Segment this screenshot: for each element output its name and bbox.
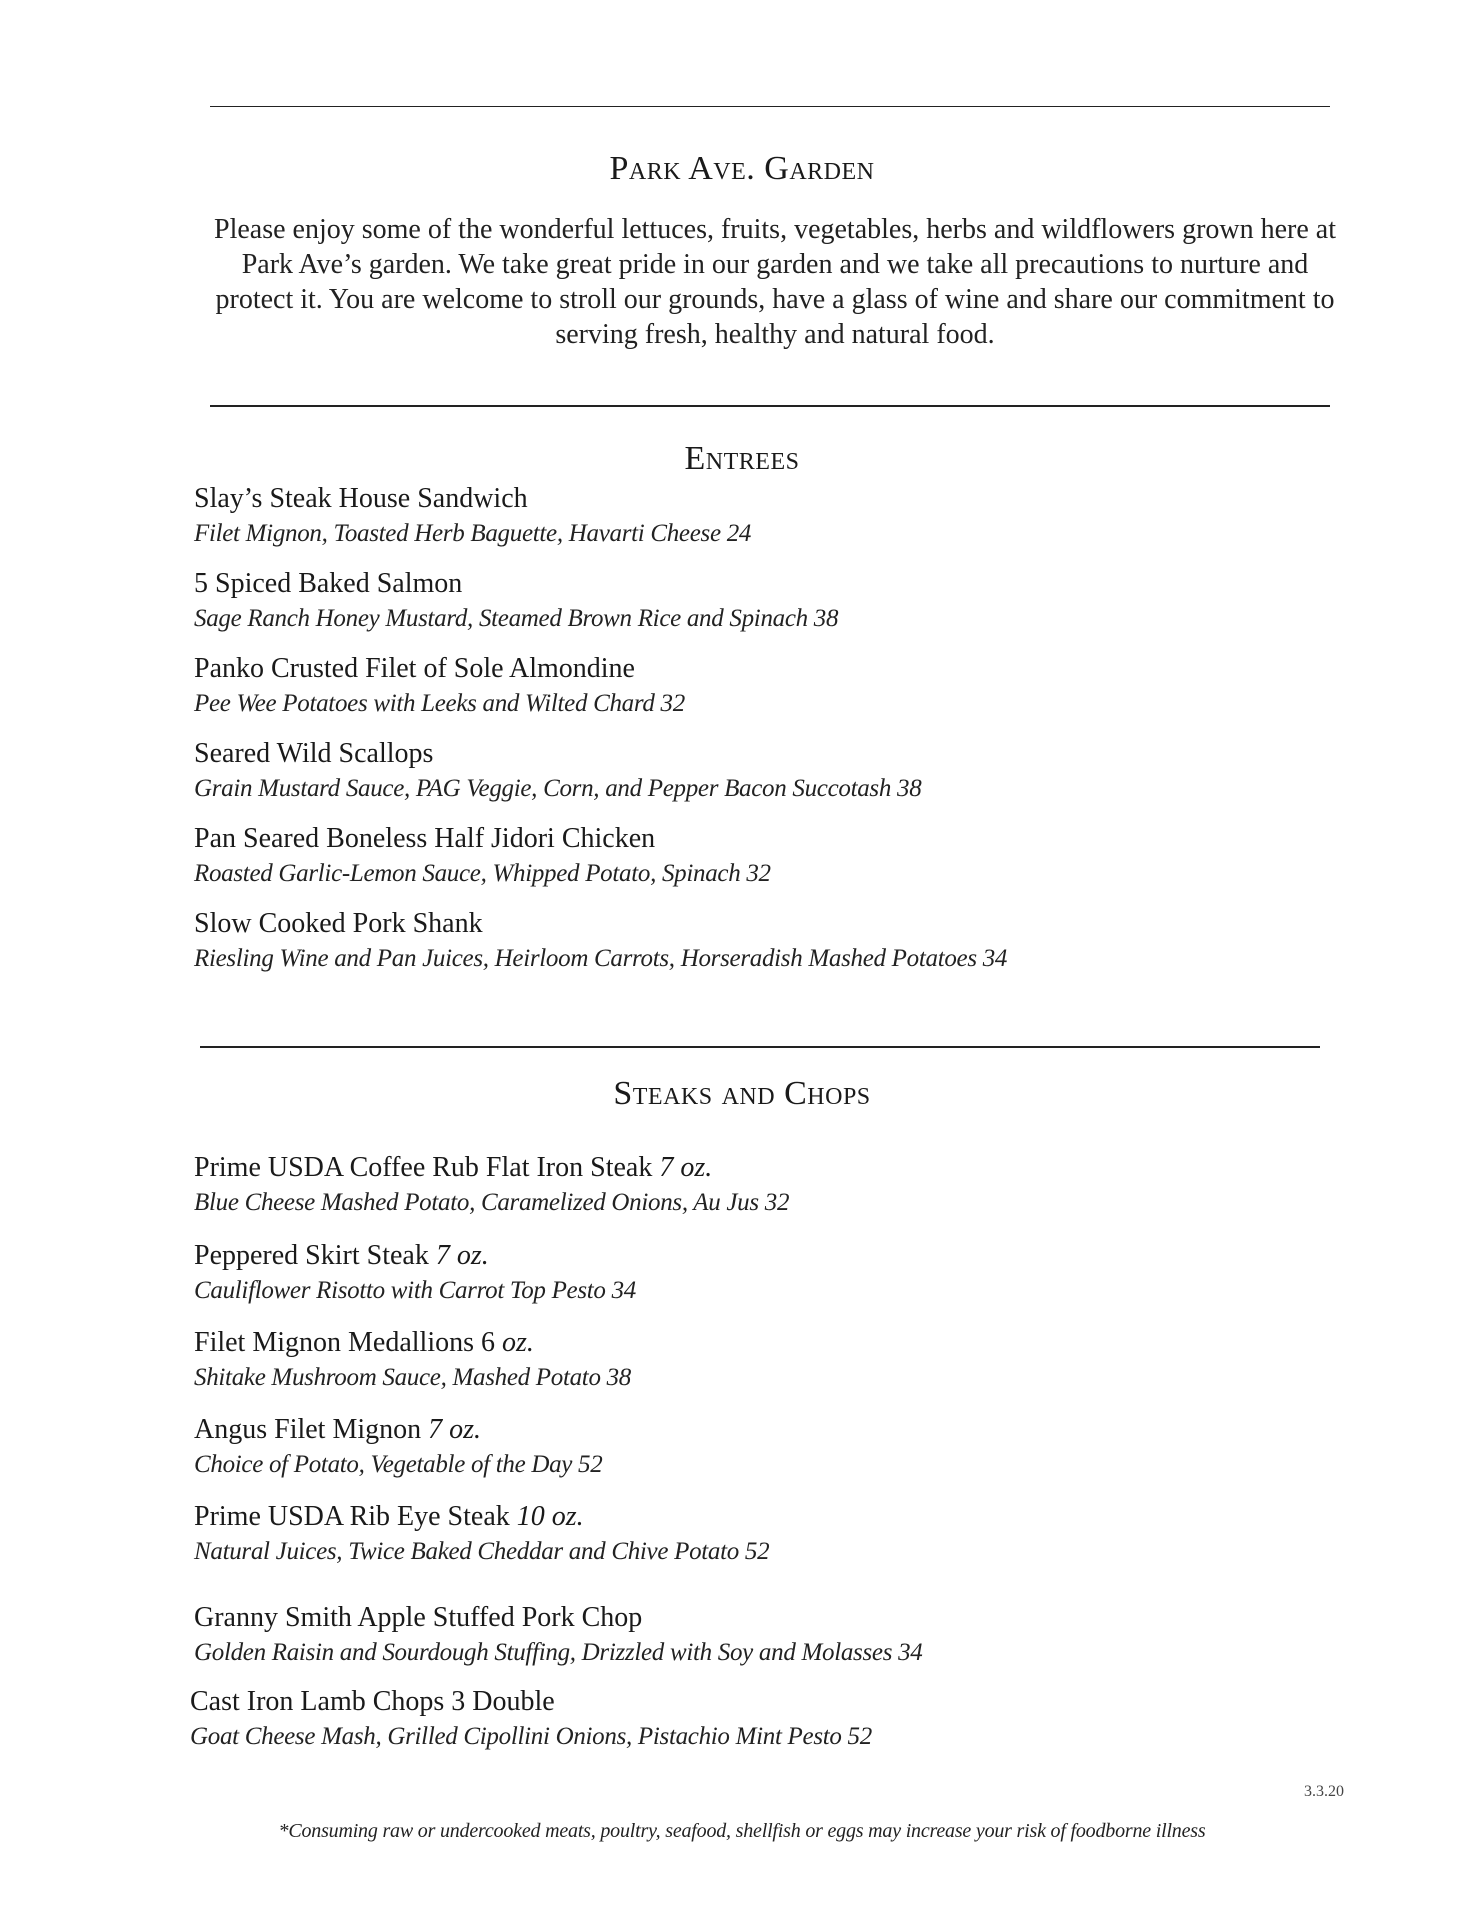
item-name: Pan Seared Boneless Half Jidori Chicken: [194, 823, 656, 854]
item-name: Slay’s Steak House Sandwich: [194, 483, 528, 514]
entrees-heading: Entrees: [684, 440, 800, 477]
list-item: [190, 1684, 1290, 1754]
item-description: Grain Mustard Sauce, PAG Veggie, Corn, and Pepper Bacon Succotash 38: [194, 775, 922, 802]
list-item: [194, 1325, 1294, 1395]
item-description: Cauliflower Risotto with Carrot Top Pesto 34: [194, 1277, 636, 1304]
item-description: Shitake Mushroom Sauce, Mashed Potato 38: [194, 1364, 631, 1391]
item-name-text: Granny Smith Apple Stuffed Pork Chop: [194, 1602, 643, 1633]
item-name: [194, 1412, 1294, 1448]
item-name: Panko Crusted Filet of Sole Almondine: [194, 653, 635, 684]
item-name: [194, 1499, 1294, 1535]
item-size: oz.: [502, 1327, 534, 1358]
item-description: Roasted Garlic-Lemon Sauce, Whipped Potato, Spinach 32: [194, 860, 771, 887]
item-size: 7 oz.: [428, 1414, 482, 1445]
item-name: [194, 1238, 1294, 1274]
list-item: [194, 1238, 1294, 1308]
list-item: [194, 651, 1294, 721]
item-size: 7 oz.: [435, 1240, 489, 1271]
list-item: [194, 566, 1294, 636]
item-name: [194, 1150, 1294, 1186]
item-description: Natural Juices, Twice Baked Cheddar and Chive Potato 52: [194, 1538, 770, 1565]
item-description: Choice of Potato, Vegetable of the Day 52: [194, 1451, 603, 1478]
list-item: [194, 1412, 1294, 1482]
list-item: [194, 736, 1294, 806]
item-name: Slow Cooked Pork Shank: [194, 908, 483, 939]
garden-heading: Park Ave. Garden: [609, 150, 875, 187]
date-code: 3.3.20: [1304, 1783, 1344, 1800]
garden-divider: [210, 405, 1330, 407]
item-name: [190, 1684, 1290, 1720]
disclaimer: *Consuming raw or undercooked meats, poultry, seafood, shellfish or eggs may increase your risk of foodborne illness: [278, 1820, 1206, 1842]
item-size: 7 oz.: [659, 1152, 713, 1183]
item-name-text: Angus Filet Mignon: [194, 1414, 422, 1445]
list-item: [194, 906, 1294, 976]
top-divider: [210, 106, 1330, 107]
item-description: Riesling Wine and Pan Juices, Heirloom Carrots, Horseradish Mashed Potatoes 34: [194, 945, 1008, 972]
list-item: [194, 1150, 1294, 1220]
item-name-text: Prime USDA Coffee Rub Flat Iron Steak: [194, 1152, 653, 1183]
steaks-heading: Steaks and Chops: [613, 1075, 871, 1112]
list-item: [194, 1499, 1294, 1569]
garden-intro: Please enjoy some of the wonderful lettuces, fruits, vegetables, herbs and wildflowers grown here at Park Ave’s garden. We take great pride in our garden and we take all precautions to nurture and protect it. You are welcome to stroll our grounds, have a glass of wine and share our commitment to serving fresh, healthy and natural food.: [214, 214, 1336, 350]
item-description: Goat Cheese Mash, Grilled Cipollini Onions, Pistachio Mint Pesto 52: [190, 1723, 872, 1750]
list-item: [194, 481, 1294, 551]
item-description: Golden Raisin and Sourdough Stuffing, Drizzled with Soy and Molasses 34: [194, 1639, 923, 1666]
item-size: 10 oz.: [516, 1501, 584, 1532]
item-name: [194, 1600, 1294, 1636]
list-item: [194, 821, 1294, 891]
item-description: Sage Ranch Honey Mustard, Steamed Brown Rice and Spinach 38: [194, 605, 839, 632]
item-description: Filet Mignon, Toasted Herb Baguette, Havarti Cheese 24: [194, 520, 752, 547]
item-name-text: Filet Mignon Medallions 6: [194, 1327, 495, 1358]
item-name-text: Cast Iron Lamb Chops 3 Double: [190, 1686, 555, 1717]
item-name-text: Peppered Skirt Steak: [194, 1240, 429, 1271]
item-name-text: Prime USDA Rib Eye Steak: [194, 1501, 510, 1532]
item-name: [194, 1325, 1294, 1361]
item-name: Seared Wild Scallops: [194, 738, 434, 769]
list-item: [194, 1600, 1294, 1670]
item-description: Pee Wee Potatoes with Leeks and Wilted Chard 32: [194, 690, 685, 717]
entrees-divider: [200, 1046, 1320, 1048]
item-name: 5 Spiced Baked Salmon: [194, 568, 463, 599]
item-description: Blue Cheese Mashed Potato, Caramelized Onions, Au Jus 32: [194, 1189, 790, 1216]
